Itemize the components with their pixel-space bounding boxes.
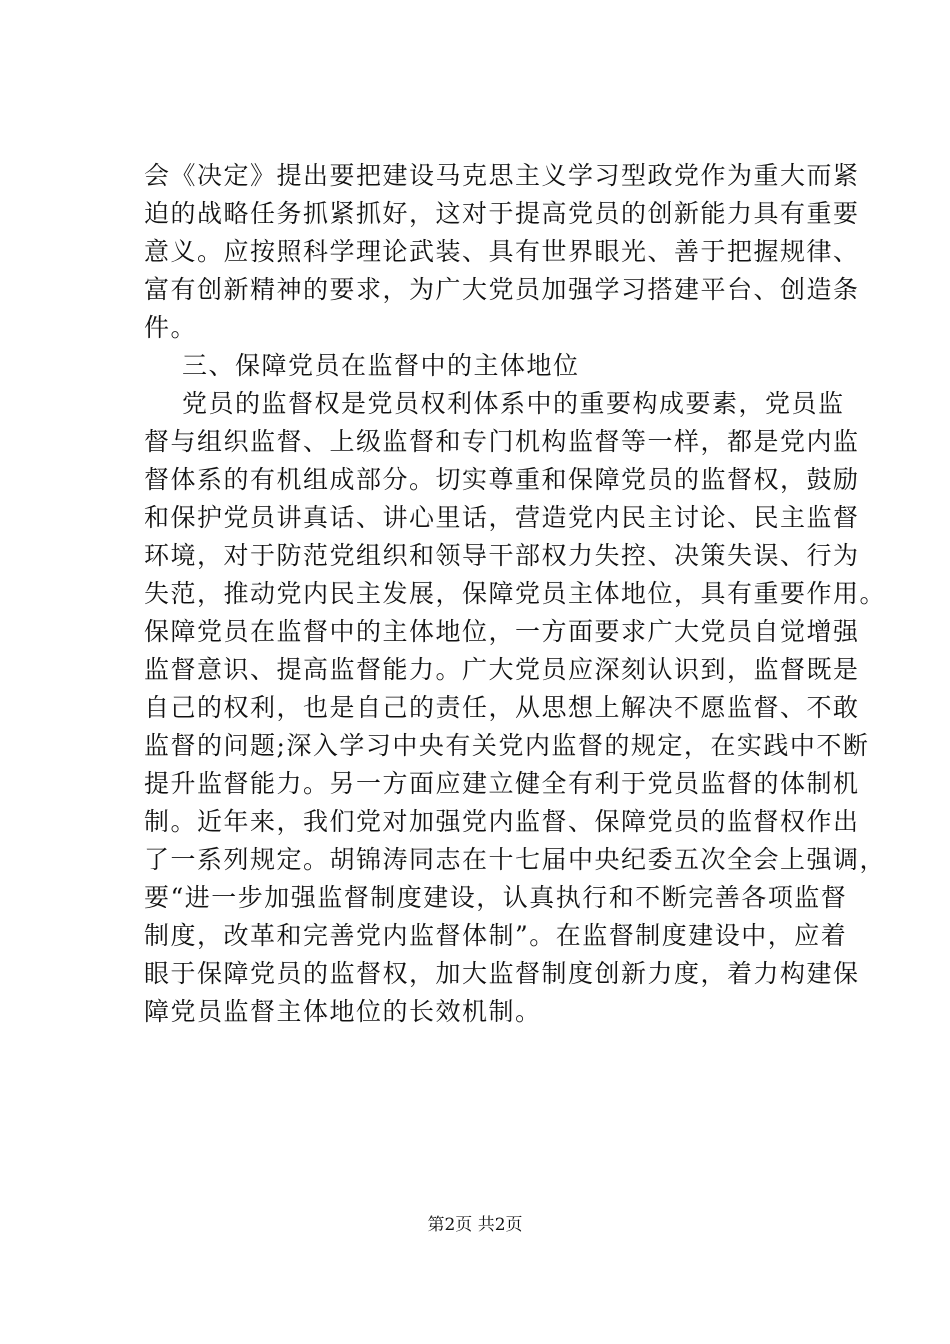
text-line: 眼于保障党员的监督权，加大监督制度创新力度，着力构建保 xyxy=(144,959,860,988)
text-line: 提升监督能力。另一方面应建立健全有利于党员监督的体制机 xyxy=(144,769,860,798)
text-line: 件。 xyxy=(144,313,198,342)
text-line: 会《决定》提出要把建设马克思主义学习型政党作为重大而紧 xyxy=(144,161,860,190)
text-line: 失范，推动党内民主发展，保障党员主体地位，具有重要作用。 xyxy=(144,579,887,608)
text-line: 制度，改革和完善党内监督体制”。在监督制度建设中，应着 xyxy=(144,921,848,950)
text-line: 制。近年来，我们党对加强党内监督、保障党员的监督权作出 xyxy=(144,807,860,836)
text-line: 了一系列规定。胡锦涛同志在十七届中央纪委五次全会上强调， xyxy=(144,845,887,874)
text-line: 保障党员在监督中的主体地位，一方面要求广大党员自觉增强 xyxy=(144,617,860,646)
text-line: 要“进一步加强监督制度建设，认真执行和不断完善各项监督 xyxy=(144,883,848,912)
text-line: 环境，对于防范党组织和领导干部权力失控、决策失误、行为 xyxy=(144,541,860,570)
text-line: 自己的权利，也是自己的责任，从思想上解决不愿监督、不敢 xyxy=(144,693,860,722)
text-line: 督体系的有机组成部分。切实尊重和保障党员的监督权，鼓励 xyxy=(144,465,860,494)
text-line: 意义。应按照科学理论武装、具有世界眼光、善于把握规律、 xyxy=(144,237,860,266)
text-line: 监督的问题;深入学习中央有关党内监督的规定，在实践中不断 xyxy=(144,731,870,760)
text-line: 监督意识、提高监督能力。广大党员应深刻认识到，监督既是 xyxy=(144,655,860,684)
text-line: 督与组织监督、上级监督和专门机构监督等一样，都是党内监 xyxy=(144,427,860,456)
document-body xyxy=(144,157,887,1031)
text-line: 障党员监督主体地位的长效机制。 xyxy=(144,997,542,1026)
section-heading: 三、保障党员在监督中的主体地位 xyxy=(182,351,580,380)
text-line: 党员的监督权是党员权利体系中的重要构成要素，党员监 xyxy=(182,389,845,418)
text-line: 和保护党员讲真话、讲心里话，营造党内民主讨论、民主监督 xyxy=(144,503,860,532)
text-line: 迫的战略任务抓紧抓好，这对于提高党员的创新能力具有重要 xyxy=(144,199,860,228)
text-line: 富有创新精神的要求，为广大党员加强学习搭建平台、创造条 xyxy=(144,275,860,304)
page-number-footer: 第2页 共2页 xyxy=(427,1215,523,1235)
